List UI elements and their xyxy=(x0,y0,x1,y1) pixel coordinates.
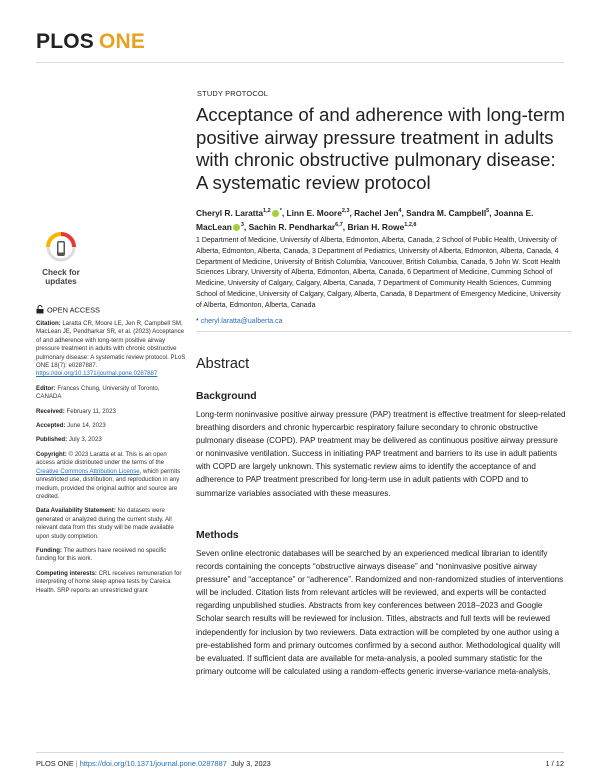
editor-block xyxy=(36,385,186,402)
editor-label: Editor: xyxy=(36,384,56,392)
footer-doi-link[interactable]: https://doi.org/10.1371/journal.pone.0287887 xyxy=(79,759,227,768)
check-updates-line1: Check for xyxy=(42,268,80,277)
author-affil-sup: 6,7 xyxy=(335,222,343,229)
editor-text: Frances Chung, University of Toronto, CANADA xyxy=(36,384,160,401)
citation-doi-link[interactable]: https://doi.org/10.1371/journal.pone.0287887 xyxy=(36,370,158,378)
license-link[interactable]: Creative Commons Attribution License xyxy=(36,467,140,475)
citation-text: Laratta CR, Moore LE, Jen R, Campbell SM, MacLean JE, Pendharkar SR, et al. (2023) Acceptance of and adherence with long-term positive airway pressure treatment in adults with chronic obstructive pulmonary disease: A systematic review protocol. PLoS ONE 18(7): e0287887. xyxy=(36,320,186,370)
author xyxy=(249,222,343,232)
logo-one: ONE xyxy=(98,30,146,53)
correspondence-email-link[interactable]: cheryl.laratta@ualberta.ca xyxy=(200,318,283,325)
received-block xyxy=(36,408,186,416)
accepted-block xyxy=(36,422,186,430)
accepted-date: June 14, 2023 xyxy=(67,422,106,430)
author xyxy=(354,208,401,218)
footer-separator: | xyxy=(75,759,78,768)
received-label: Received: xyxy=(36,407,65,415)
article-type-label: STUDY PROTOCOL xyxy=(197,89,269,98)
author-name: Sandra M. Campbell xyxy=(406,207,487,218)
author xyxy=(406,208,489,218)
author-affil-sup: 3 xyxy=(240,222,244,229)
published-date: July 3, 2023 xyxy=(68,436,102,444)
author-name: Joanna E. MacLean xyxy=(196,207,534,233)
funding-text: The authors have received no specific funding for this work. xyxy=(36,546,167,563)
journal-logo xyxy=(36,30,145,54)
author-name: Rachel Jen xyxy=(354,207,399,218)
competing-interests-label: Competing interests: xyxy=(36,569,97,577)
affiliations: 1 Department of Medicine, University of Alberta, Edmonton, Alberta, Canada, 2 School of Public Health, University of Alberta, Edmonton, Alberta, Canada, 3 Department of Pediatrics, University of Alberta, Edmonton, Alberta, Canada, 4 Department of Medicine, University of British Columbia, Vancouver, British Columbia, Canada, 5 John W. Scott Health Sciences Library, University of Alberta, Edmonton, Alberta, Canada, 6 Department of Medicine, Cumming School of Medicine, University of Calgary, Calgary, Alberta, Canada, 7 Department of Community Health Sciences, Cumming School of Medicine, University of Calgary, Calgary, Alberta, Canada, 8 Department of Emergency Medicine, University of Alberta, Edmonton, Alberta, Canada xyxy=(196,237,561,309)
author-name: Sachin R. Pendharkar xyxy=(248,222,336,233)
footer-divider xyxy=(36,752,564,753)
copyright-block xyxy=(36,451,186,501)
citation-block xyxy=(36,320,186,379)
article-info-sidebar xyxy=(36,320,186,601)
correspondence-divider xyxy=(196,331,572,332)
check-for-updates-badge[interactable] xyxy=(36,232,86,288)
orcid-icon[interactable] xyxy=(272,210,279,217)
author-affil-sup: 5 xyxy=(486,208,490,214)
author-name: Brian H. Rowe xyxy=(347,222,405,233)
abstract-heading: Abstract xyxy=(196,356,250,372)
competing-interests-text: CRL receives remuneration for interpreting of home sleep apnea tests by Careica Health. SRP reports an unrestricted grant xyxy=(36,569,182,594)
check-updates-line2: updates xyxy=(45,277,77,286)
methods-text: Seven online electronic databases will be searched by an experienced medical librarian to identify records containing the concepts “obstructive airways disease” and “noninvasive positive airway pressure” and “acceptance” or “adherence”. Randomized and non-randomized studies of interventions will be included. Citation lists from relevant articles will be reviewed, and experts will be contacted regarding unpublished studies. Abstracts from key conferences between 2018–2023 and Google Scholar search results will be reviewed for inclusion. Titles, abstracts and full texts will be reviewed independently for inclusion by two reviewers. Data extraction will be completed by one author using a pre-established form and primary outcomes confirmed by a second author. Methodological quality will be evaluated. If sufficient data are available for meta-analysis, a pooled summary statistic for the primary outcome will be calculated using a random-effects generic inverse-variance meta-analysis, xyxy=(196,549,564,676)
background-heading: Background xyxy=(196,391,257,402)
author-affil-sup: 1,2 xyxy=(263,208,271,214)
author-name: Linn E. Moore xyxy=(286,207,342,218)
author xyxy=(347,222,416,232)
correspondence-mark: * xyxy=(196,318,199,325)
open-lock-icon xyxy=(36,305,44,316)
published-block xyxy=(36,436,186,444)
data-availability-text: No datasets were generated or analyzed during the current study. All relevant data from this study will be made available upon study completion. xyxy=(36,507,174,540)
published-label: Published: xyxy=(36,436,68,444)
header-divider xyxy=(36,62,564,63)
corresponding-mark: * xyxy=(279,208,282,214)
orcid-icon[interactable] xyxy=(233,224,240,231)
competing-interests-block xyxy=(36,570,186,595)
accepted-label: Accepted: xyxy=(36,422,66,430)
background-text: Long-term noninvasive positive airway pressure (PAP) treatment is effective treatment for sleep-related breathing disorders and chronic hypercarbic respiratory failure secondary to chronic obstructive pulmonary disease (COPD). PAP treatment may be delivered as continuous positive airway pressure or noninvasive ventilation. Success in initiating PAP treatment and barriers to its use in adult patients with COPD are largely unknown. This systematic review aims to identify the acceptance of and adherence to PAP treatment prescribed for long-term use in adult patients with COPD and to summarize variables associated with these measures. xyxy=(196,410,566,498)
copyright-text: © 2023 Laratta et al. This is an open access article distributed under the terms of the xyxy=(36,450,167,467)
correspondence xyxy=(196,318,283,325)
footer-date: July 3, 2023 xyxy=(230,759,271,768)
citation-label: Citation: xyxy=(36,320,61,327)
open-access-label xyxy=(36,305,100,316)
author-name: Cheryl R. Laratta xyxy=(196,207,264,218)
data-availability-block xyxy=(36,507,186,541)
check-for-updates-label xyxy=(36,268,86,286)
open-access-text: OPEN ACCESS xyxy=(47,305,100,315)
received-date: February 11, 2023 xyxy=(66,407,116,415)
author-list: Cheryl R. Laratta$^{1,2}$ *, Linn E. Moore$^{2,3}$, Rachel Jen$^4$, Sandra M. Campbell$^5$, Joanna E. MacLean $^3$, Sachin R. Pendharkar$^{6,7}$, Brian H. Rowe$^{1,2,8}$ xyxy=(196,207,534,233)
page-number: 1 / 12 xyxy=(545,759,564,768)
author-affil-sup: 4 xyxy=(398,208,402,214)
author xyxy=(286,208,349,218)
logo-plos: PLOS xyxy=(36,30,94,53)
copyright-text-end: , which permits unrestricted use, distribution, and reproduction in any medium, provided the original author and source are credited. xyxy=(36,467,181,500)
page-footer xyxy=(36,759,271,768)
footer-journal: PLOS ONE xyxy=(36,759,74,768)
author-affil-sup: 1,2,8 xyxy=(404,222,417,229)
author xyxy=(196,208,282,218)
funding-label: Funding: xyxy=(36,546,63,554)
author-affil-sup: 2,3 xyxy=(341,208,350,214)
check-for-updates-icon xyxy=(46,232,76,266)
funding-block xyxy=(36,547,186,564)
data-availability-label: Data Availability Statement: xyxy=(36,507,116,515)
methods-heading: Methods xyxy=(196,530,239,541)
copyright-label: Copyright: xyxy=(36,450,67,458)
article-title: Acceptance of and adherence with long-term positive airway pressure treatment in adults with chronic obstructive pulmonary disease: A systematic review protocol xyxy=(196,104,565,193)
